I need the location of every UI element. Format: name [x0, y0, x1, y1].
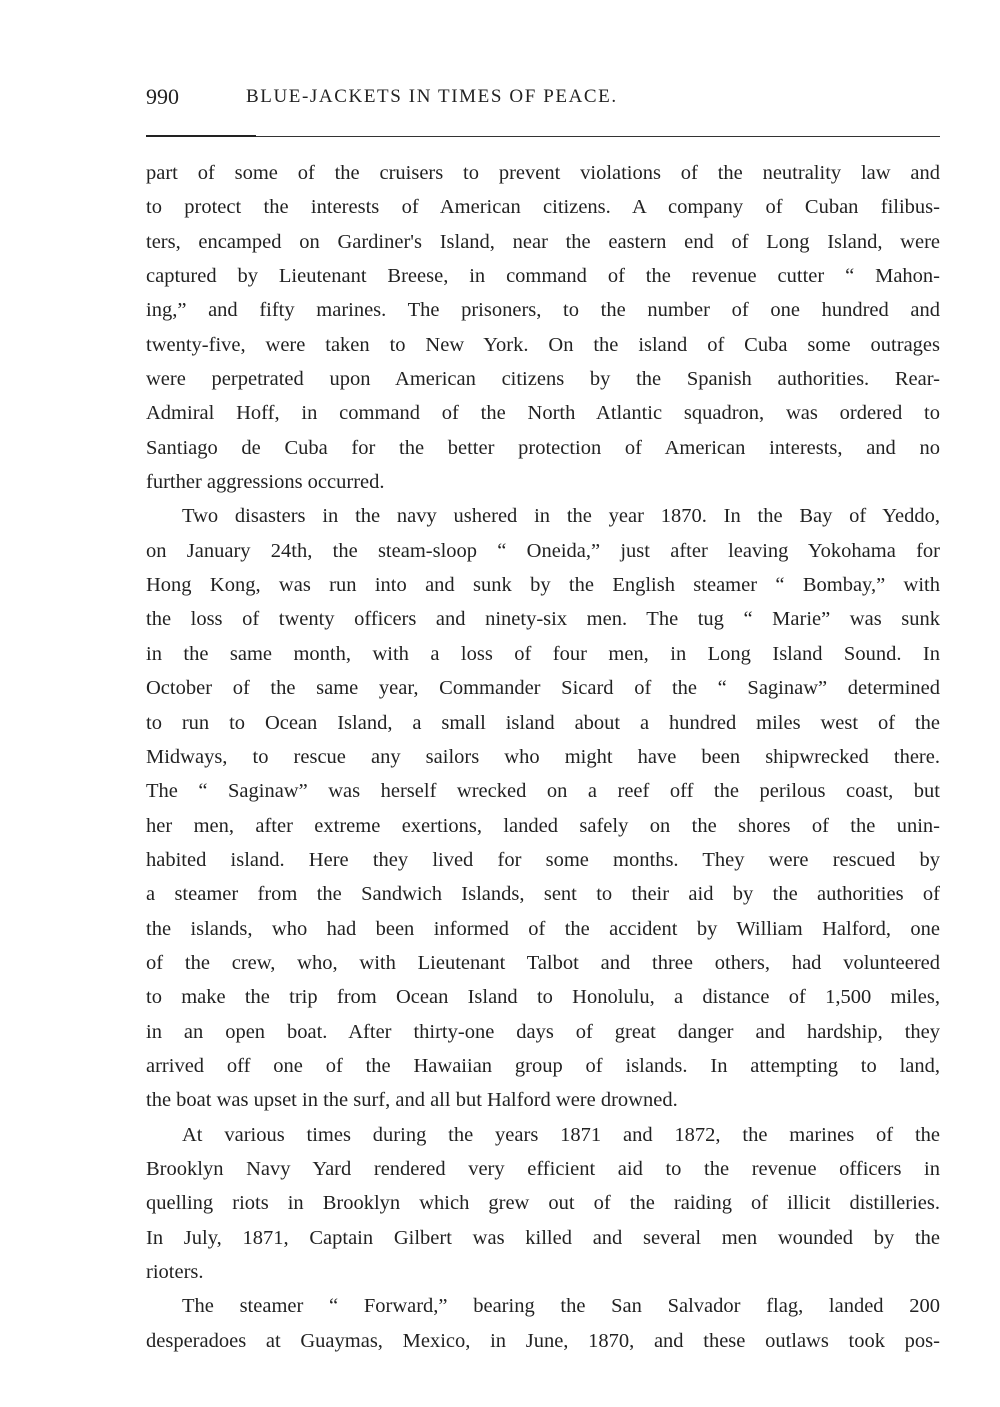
- text-line: the boat was upset in the surf, and all but Halford were drowned.: [146, 1089, 678, 1112]
- text-line: rioters.: [146, 1261, 204, 1283]
- header-rule: [146, 136, 940, 137]
- text-line: further aggressions occurred.: [146, 471, 385, 494]
- text-line: quelling riots in Brooklyn which grew out of the raiding of illicit distilleries.: [146, 1192, 940, 1215]
- text-line: a steamer from the Sandwich Islands, sent to their aid by the authorities of: [146, 883, 940, 906]
- text-line: ters, encamped on Gardiner's Island, near the eastern end of Long Island, were: [146, 230, 940, 253]
- text-line: to protect the interests of American citizens. A company of Cuban filibus-: [146, 196, 940, 219]
- text-line: arrived off one of the Hawaiian group of islands. In attempting to land,: [146, 1054, 940, 1077]
- page-number: 990: [146, 84, 179, 109]
- text-line: on January 24th, the steam-sloop “ Oneida,” just after leaving Yokohama for: [146, 539, 940, 562]
- text-line: of the crew, who, with Lieutenant Talbot and three others, had volunteered: [146, 951, 940, 974]
- text-line: At various times during the years 1871 and 1872, the marines of the: [182, 1123, 940, 1146]
- text-line: Brooklyn Navy Yard rendered very efficient aid to the revenue officers in: [146, 1157, 940, 1180]
- running-title: BLUE-JACKETS IN TIMES OF PEACE.: [246, 86, 618, 107]
- text-line: Two disasters in the navy ushered in the year 1870. In the Bay of Yeddo,: [182, 505, 940, 528]
- text-line: in the same month, with a loss of four men, in Long Island Sound. In: [146, 642, 940, 665]
- text-line: her men, after extreme exertions, landed safely on the shores of the unin-: [146, 814, 940, 837]
- text-line: ing,” and fifty marines. The prisoners, to the number of one hundred and: [146, 299, 940, 322]
- text-line: in an open boat. After thirty-one days of great danger and hardship, they: [146, 1020, 940, 1043]
- text-line: the loss of twenty officers and ninety-six men. The tug “ Marie” was sunk: [146, 608, 940, 631]
- text-line: habited island. Here they lived for some months. They were rescued by: [146, 848, 940, 871]
- running-header: [146, 84, 940, 114]
- text-line: Santiago de Cuba for the better protection of American interests, and no: [146, 436, 940, 459]
- text-line: Hong Kong, was run into and sunk by the English steamer “ Bombay,” with: [146, 574, 940, 597]
- text-line: Midways, to rescue any sailors who might have been shipwrecked there.: [146, 745, 940, 768]
- text-line: to run to Ocean Island, a small island about a hundred miles west of the: [146, 711, 940, 734]
- text-line: desperadoes at Guaymas, Mexico, in June, 1870, and these outlaws took pos-: [146, 1329, 940, 1352]
- text-line: Admiral Hoff, in command of the North Atlantic squadron, was ordered to: [146, 402, 940, 425]
- text-line: the islands, who had been informed of the accident by William Halford, one: [146, 917, 940, 940]
- text-line: The steamer “ Forward,” bearing the San Salvador flag, landed 200: [182, 1295, 940, 1318]
- text-line: were perpetrated upon American citizens by the Spanish authorities. Rear-: [146, 368, 940, 391]
- text-line: October of the same year, Commander Sicard of the “ Saginaw” determined: [146, 677, 940, 700]
- text-line: twenty-five, were taken to New York. On the island of Cuba some outrages: [146, 333, 940, 356]
- body-text: [146, 156, 940, 1358]
- text-line: part of some of the cruisers to prevent violations of the neutrality law and: [146, 162, 940, 184]
- text-line: to make the trip from Ocean Island to Honolulu, a distance of 1,500 miles,: [146, 986, 940, 1009]
- text-line: In July, 1871, Captain Gilbert was killed and several men wounded by the: [146, 1226, 940, 1249]
- text-line: captured by Lieutenant Breese, in command of the revenue cutter “ Mahon-: [146, 265, 940, 288]
- text-line: The “ Saginaw” was herself wrecked on a reef off the perilous coast, but: [146, 780, 940, 803]
